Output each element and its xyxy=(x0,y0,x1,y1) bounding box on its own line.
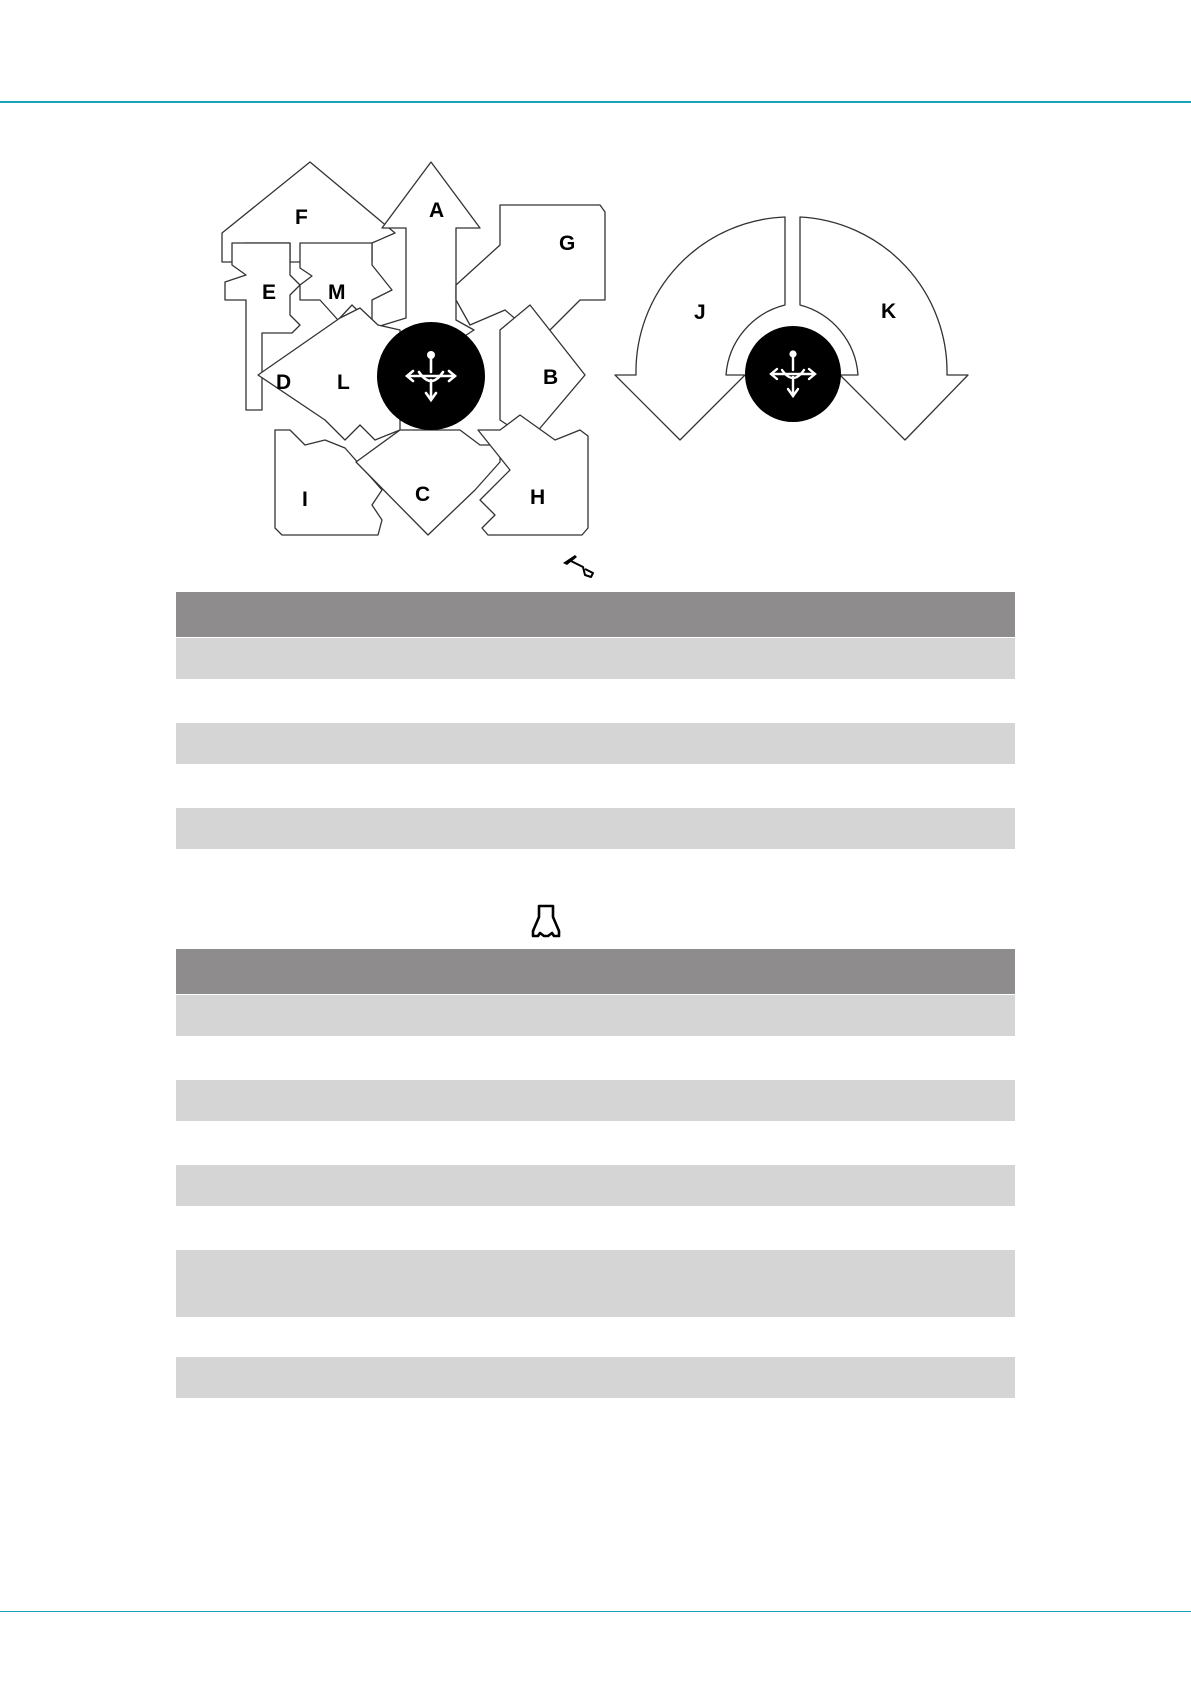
table-row xyxy=(176,1250,1015,1317)
table-row xyxy=(176,764,1015,807)
label-A: A xyxy=(429,199,445,222)
control-pad-diagram xyxy=(200,150,1000,550)
label-M: M xyxy=(328,281,346,304)
label-H: H xyxy=(530,486,546,509)
label-K: K xyxy=(881,300,897,323)
label-L: L xyxy=(337,371,350,394)
table-row xyxy=(176,1121,1015,1164)
footer-rule xyxy=(0,1611,1191,1612)
table-row xyxy=(176,1036,1015,1079)
label-I: I xyxy=(302,488,308,511)
header-rule xyxy=(0,101,1191,103)
table-row xyxy=(176,1080,1015,1121)
label-D: D xyxy=(276,371,292,394)
label-C: C xyxy=(415,483,431,506)
table-row xyxy=(176,808,1015,849)
table-row xyxy=(176,723,1015,764)
handpiece-icon xyxy=(561,553,597,579)
foot-control-icon xyxy=(530,903,562,941)
label-E: E xyxy=(262,281,277,304)
label-B: B xyxy=(543,366,559,389)
table-row xyxy=(176,1317,1015,1356)
table-foot-control xyxy=(176,949,1015,1398)
table-row xyxy=(176,1357,1015,1398)
table-handpiece xyxy=(176,592,1015,849)
pad-H[interactable] xyxy=(478,415,588,535)
pad-I[interactable] xyxy=(275,430,382,535)
label-F: F xyxy=(295,206,308,229)
table-row xyxy=(176,1165,1015,1206)
table-row xyxy=(176,679,1015,722)
pad-M[interactable] xyxy=(300,243,392,325)
label-J: J xyxy=(694,301,706,324)
control-pad-svg xyxy=(200,150,1000,550)
table-row xyxy=(176,638,1015,679)
table-row xyxy=(176,995,1015,1036)
table-header xyxy=(176,592,1015,637)
label-G: G xyxy=(559,232,576,255)
table-row xyxy=(176,1206,1015,1249)
table-header xyxy=(176,949,1015,994)
